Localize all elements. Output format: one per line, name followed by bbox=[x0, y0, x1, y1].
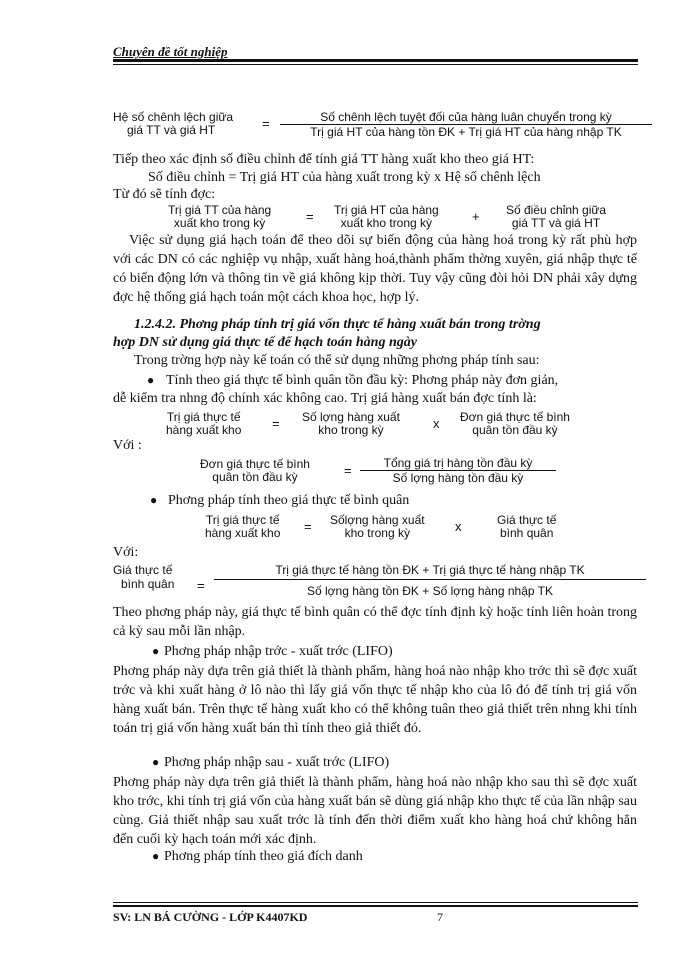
formula2-term-b: Trị giá HT của hàng xuất kho trong kỳ bbox=[334, 203, 439, 230]
formula3-x: x bbox=[433, 416, 440, 431]
bullet-icon: ● bbox=[152, 755, 160, 769]
formula1-eq: = bbox=[262, 116, 270, 131]
paragraph: Phơng pháp này dựa trên giả thiết là thành phẩm, hàng hoá nào nhập kho sau thì sẽ đợc xuất kho trớc, khi tính trị giá vốn của hàng xuất bán sẽ dùng giá nhập kho thực tế của lần nhập sau cùng. Giả thiết nhập sau xuất trớc là tính đến thời điểm xuất kho hàng hoá chứ không hẳn đến cuối kỳ hạch toán mới xác định. bbox=[113, 775, 637, 847]
formula3-term-b: Số lợng hàng xuất kho trong kỳ bbox=[302, 410, 400, 437]
footer-rule bbox=[113, 902, 638, 903]
label-voi: Với : bbox=[113, 438, 142, 453]
formula3-eq: = bbox=[272, 416, 280, 431]
paragraph: Theo phơng pháp này, giá thực tế bình quân có thể đợc tính định kỳ hoặc tính liên hoàn trong cả kỳ sau mỗi lần nhập. bbox=[113, 605, 637, 639]
bullet-icon: ● bbox=[152, 849, 160, 863]
formula5-eq: = bbox=[304, 519, 312, 534]
formula5-term-a: Trị giá thực tế hàng xuất kho bbox=[205, 513, 281, 540]
formula6-fraction: Trị giá thực tế hàng tồn ĐK + Trị giá thực tế hàng nhập TK Số lợng hàng tồn ĐK + Số lợng hàng nhập TK bbox=[214, 562, 646, 602]
bullet-icon: ● bbox=[152, 644, 160, 658]
formula2-term-a: Trị giá TT của hàng xuất kho trong kỳ bbox=[168, 203, 272, 230]
formula4-eq: = bbox=[344, 463, 352, 478]
formula3-term-c: Đơn giá thực tế bình quân tồn đầu kỳ bbox=[460, 410, 570, 437]
bullet-text: Phơng pháp nhập sau - xuất trớc (LIFO) bbox=[164, 755, 390, 770]
page-number: 7 bbox=[437, 910, 443, 924]
paragraph: Số điều chỉnh = Trị giá HT của hàng xuất trong kỳ x Hệ số chênh lệch bbox=[148, 170, 541, 185]
footer-author: SV: LN BÁ CƯỜNG - LỚP K4407KD bbox=[113, 910, 308, 924]
formula5-term-b: Sốlợng hàng xuất kho trong kỳ bbox=[330, 513, 425, 540]
paragraph: Từ đó sẽ tính đợc: bbox=[113, 187, 216, 202]
formula1-left: Hệ số chênh lệch giữa giá TT và giá HT bbox=[113, 110, 234, 137]
formula6-left: Giá thực tế bình quân bbox=[113, 563, 175, 591]
paragraph: Phơng pháp này dựa trên giả thiết là thành phẩm, hàng hoá nào nhập kho trớc thì sẽ đợc xuất trớc và khi xuất hàng ở lô nào thì lấy giá vốn thực tế nhập kho của lô đó để tính trị giá vốn hàng xuất bán. Trên thực tế hàng xuất kho có thể không tuân theo giả thiết trên nhng khi tính toán trị giá vốn hàng xuất bán thì tính theo giả thiết đó. bbox=[113, 664, 637, 736]
header-rule-thin bbox=[113, 64, 638, 65]
paragraph: Trong trờng hợp này kế toán có thể sử dụng những phơng pháp tính sau: bbox=[134, 353, 540, 368]
header-title: Chuyên đề tốt nghiệp bbox=[113, 44, 228, 59]
formula5-x: x bbox=[455, 519, 462, 534]
bullet-text: Phơng pháp nhập trớc - xuất trớc (LIFO) bbox=[164, 644, 393, 659]
formula5-term-c: Giá thực tế bình quân bbox=[497, 513, 557, 540]
header-rule bbox=[113, 59, 638, 62]
bullet-text: Tính theo giá thực tế bình quân tồn đầu kỳ: Phơng pháp này đơn giản, bbox=[166, 373, 559, 388]
formula6-eq: = bbox=[197, 578, 205, 593]
formula3-term-a: Trị giá thực tế hàng xuất kho bbox=[166, 410, 242, 437]
section-heading: 1.2.4.2. Phơng pháp tính trị giá vốn thực tế hàng xuất bán trong trờng bbox=[134, 317, 541, 332]
formula4-left: Đơn giá thực tế bình quân tồn đầu kỳ bbox=[200, 457, 310, 484]
formula1-fraction: Số chênh lệch tuyệt đối của hàng luân chuyển trong kỳ Trị giá HT của hàng tồn ĐK + Trị giá HT của hàng nhập TK bbox=[280, 110, 652, 139]
bullet-text: dễ kiểm tra nhng độ chính xác không cao. Trị giá hàng xuất bán đợc tính là: bbox=[113, 391, 537, 406]
label-voi: Với: bbox=[113, 545, 139, 560]
bullet-text: Phơng pháp tính theo giá đích danh bbox=[164, 849, 363, 864]
footer-rule-thick bbox=[113, 905, 638, 907]
paragraph: Tiếp theo xác định số điều chỉnh để tính giá TT hàng xuất kho theo giá HT: bbox=[113, 152, 535, 167]
formula4-fraction: Tổng giá trị hàng tồn đầu kỳ Số lợng hàng tồn đầu kỳ bbox=[360, 456, 556, 485]
bullet-text: Phơng pháp tính theo giá thực tế bình quân bbox=[168, 493, 410, 508]
bullet-icon: ● bbox=[150, 493, 158, 507]
bullet-icon: ● bbox=[147, 373, 155, 387]
section-heading: hợp DN sử dụng giá thực tế để hạch toán hàng ngày bbox=[113, 335, 417, 350]
formula2-eq: = bbox=[306, 209, 314, 224]
formula2-term-c: Số điều chỉnh giữa giá TT và giá HT bbox=[506, 203, 607, 230]
formula2-plus: + bbox=[472, 209, 480, 224]
paragraph: Việc sử dụng giá hạch toán để theo dõi sự biến động của hàng hoá trong kỳ rất phù hợp với các DN có các nghiệp vụ nhập, xuất hàng hoá,thành phẩm thờng xuyên, giá nhập thực tế có biến động lớn và thông tin về giá không kịp thời. Tuy vậy cũng đòi hỏi DN phải xây dựng đợc hệ thống giá hạch toán một cách khoa học, hợp lý. bbox=[113, 233, 637, 305]
